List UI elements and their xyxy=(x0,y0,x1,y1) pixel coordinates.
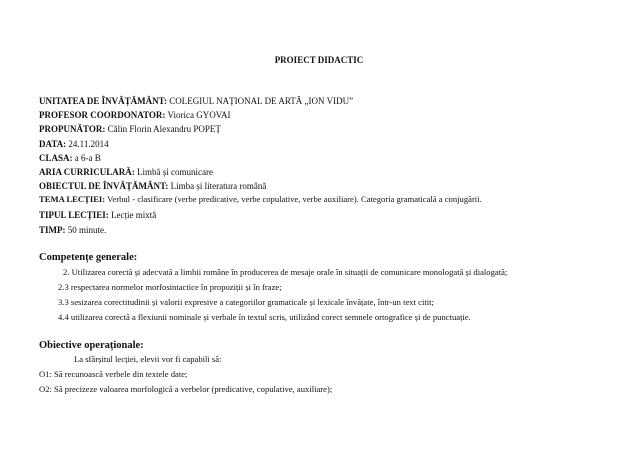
field-value: 24.11.2014 xyxy=(66,139,109,149)
field-profesor xyxy=(39,110,231,120)
field-value: COLEGIUL NAȚIONAL DE ARTĂ „ION VIDU” xyxy=(167,96,354,106)
field-label: PROPUNĂTOR: xyxy=(39,124,106,134)
field-clasa xyxy=(39,153,101,163)
field-aria xyxy=(39,167,213,177)
field-obiectul xyxy=(39,181,266,191)
competente-heading: Competențe generale: xyxy=(39,252,138,263)
field-unitatea xyxy=(39,96,353,106)
field-value: Verbul - clasificare (verbe predicative, verbe copulative, verbe auxiliare). Categoria gramaticală a conjugării. xyxy=(105,194,482,204)
field-label: TIMP: xyxy=(39,225,66,235)
field-tipul xyxy=(39,210,156,220)
field-value: Limba și literatura română xyxy=(168,181,267,191)
field-data xyxy=(39,139,109,149)
field-label: DATA: xyxy=(39,139,67,149)
field-label: PROFESOR COORDONATOR: xyxy=(39,110,166,120)
field-value: 50 minute. xyxy=(65,225,107,235)
field-timp xyxy=(39,225,106,235)
field-label: TIPUL LECȚIEI: xyxy=(39,210,109,220)
field-label: OBIECTUL DE ÎNVĂȚĂMÂNT: xyxy=(39,181,169,191)
field-value: a 6-a B xyxy=(72,153,101,163)
obiective-intro: La sfârșitul lecției, elevii vor fi capabili să: xyxy=(74,354,222,364)
document-title: PROIECT DIDACTIC xyxy=(274,55,364,65)
competenta-item: 3.3 sesizarea corectitudinii și valorii expresive a categoriilor gramaticale și lexicale învățate, într-un text citit; xyxy=(58,297,434,307)
obiective-heading: Obiective operaționale: xyxy=(39,340,144,351)
field-label: ARIA CURRICULARĂ: xyxy=(39,167,135,177)
competenta-item: 2. Utilizarea corectă și adecvată a limbii române în producerea de mesaje orale în situații de comunicare monologată și dialogată; xyxy=(63,267,508,277)
field-label: TEMA LECȚIEI: xyxy=(39,194,106,204)
obiectiv-item: O1: Să recunoască verbele din textele date; xyxy=(39,369,188,379)
competenta-item: 4.4 utilizarea corectă a flexiunii nominale și verbale în textul scris, utilizând corect semnele ortografice și de punctuație. xyxy=(58,312,471,322)
field-value: Călin Florin Alexandru POPEȚ xyxy=(105,124,221,134)
field-propunator xyxy=(39,124,221,134)
field-value: Lecție mixtă xyxy=(108,210,157,220)
field-label: CLASA: xyxy=(39,153,73,163)
field-value: Limbă și comunicare xyxy=(134,167,213,177)
competenta-item: 2.3 respectarea normelor morfosintactice în propoziții și în fraze; xyxy=(58,282,282,292)
field-label: UNITATEA DE ÎNVĂȚĂMÂNT: xyxy=(39,96,168,106)
obiectiv-item: O2: Să precizeze valoarea morfologică a verbelor (predicative, copulative, auxiliare); xyxy=(39,384,333,394)
field-tema xyxy=(39,195,482,205)
field-value: Viorica GYOVAI xyxy=(165,110,231,120)
